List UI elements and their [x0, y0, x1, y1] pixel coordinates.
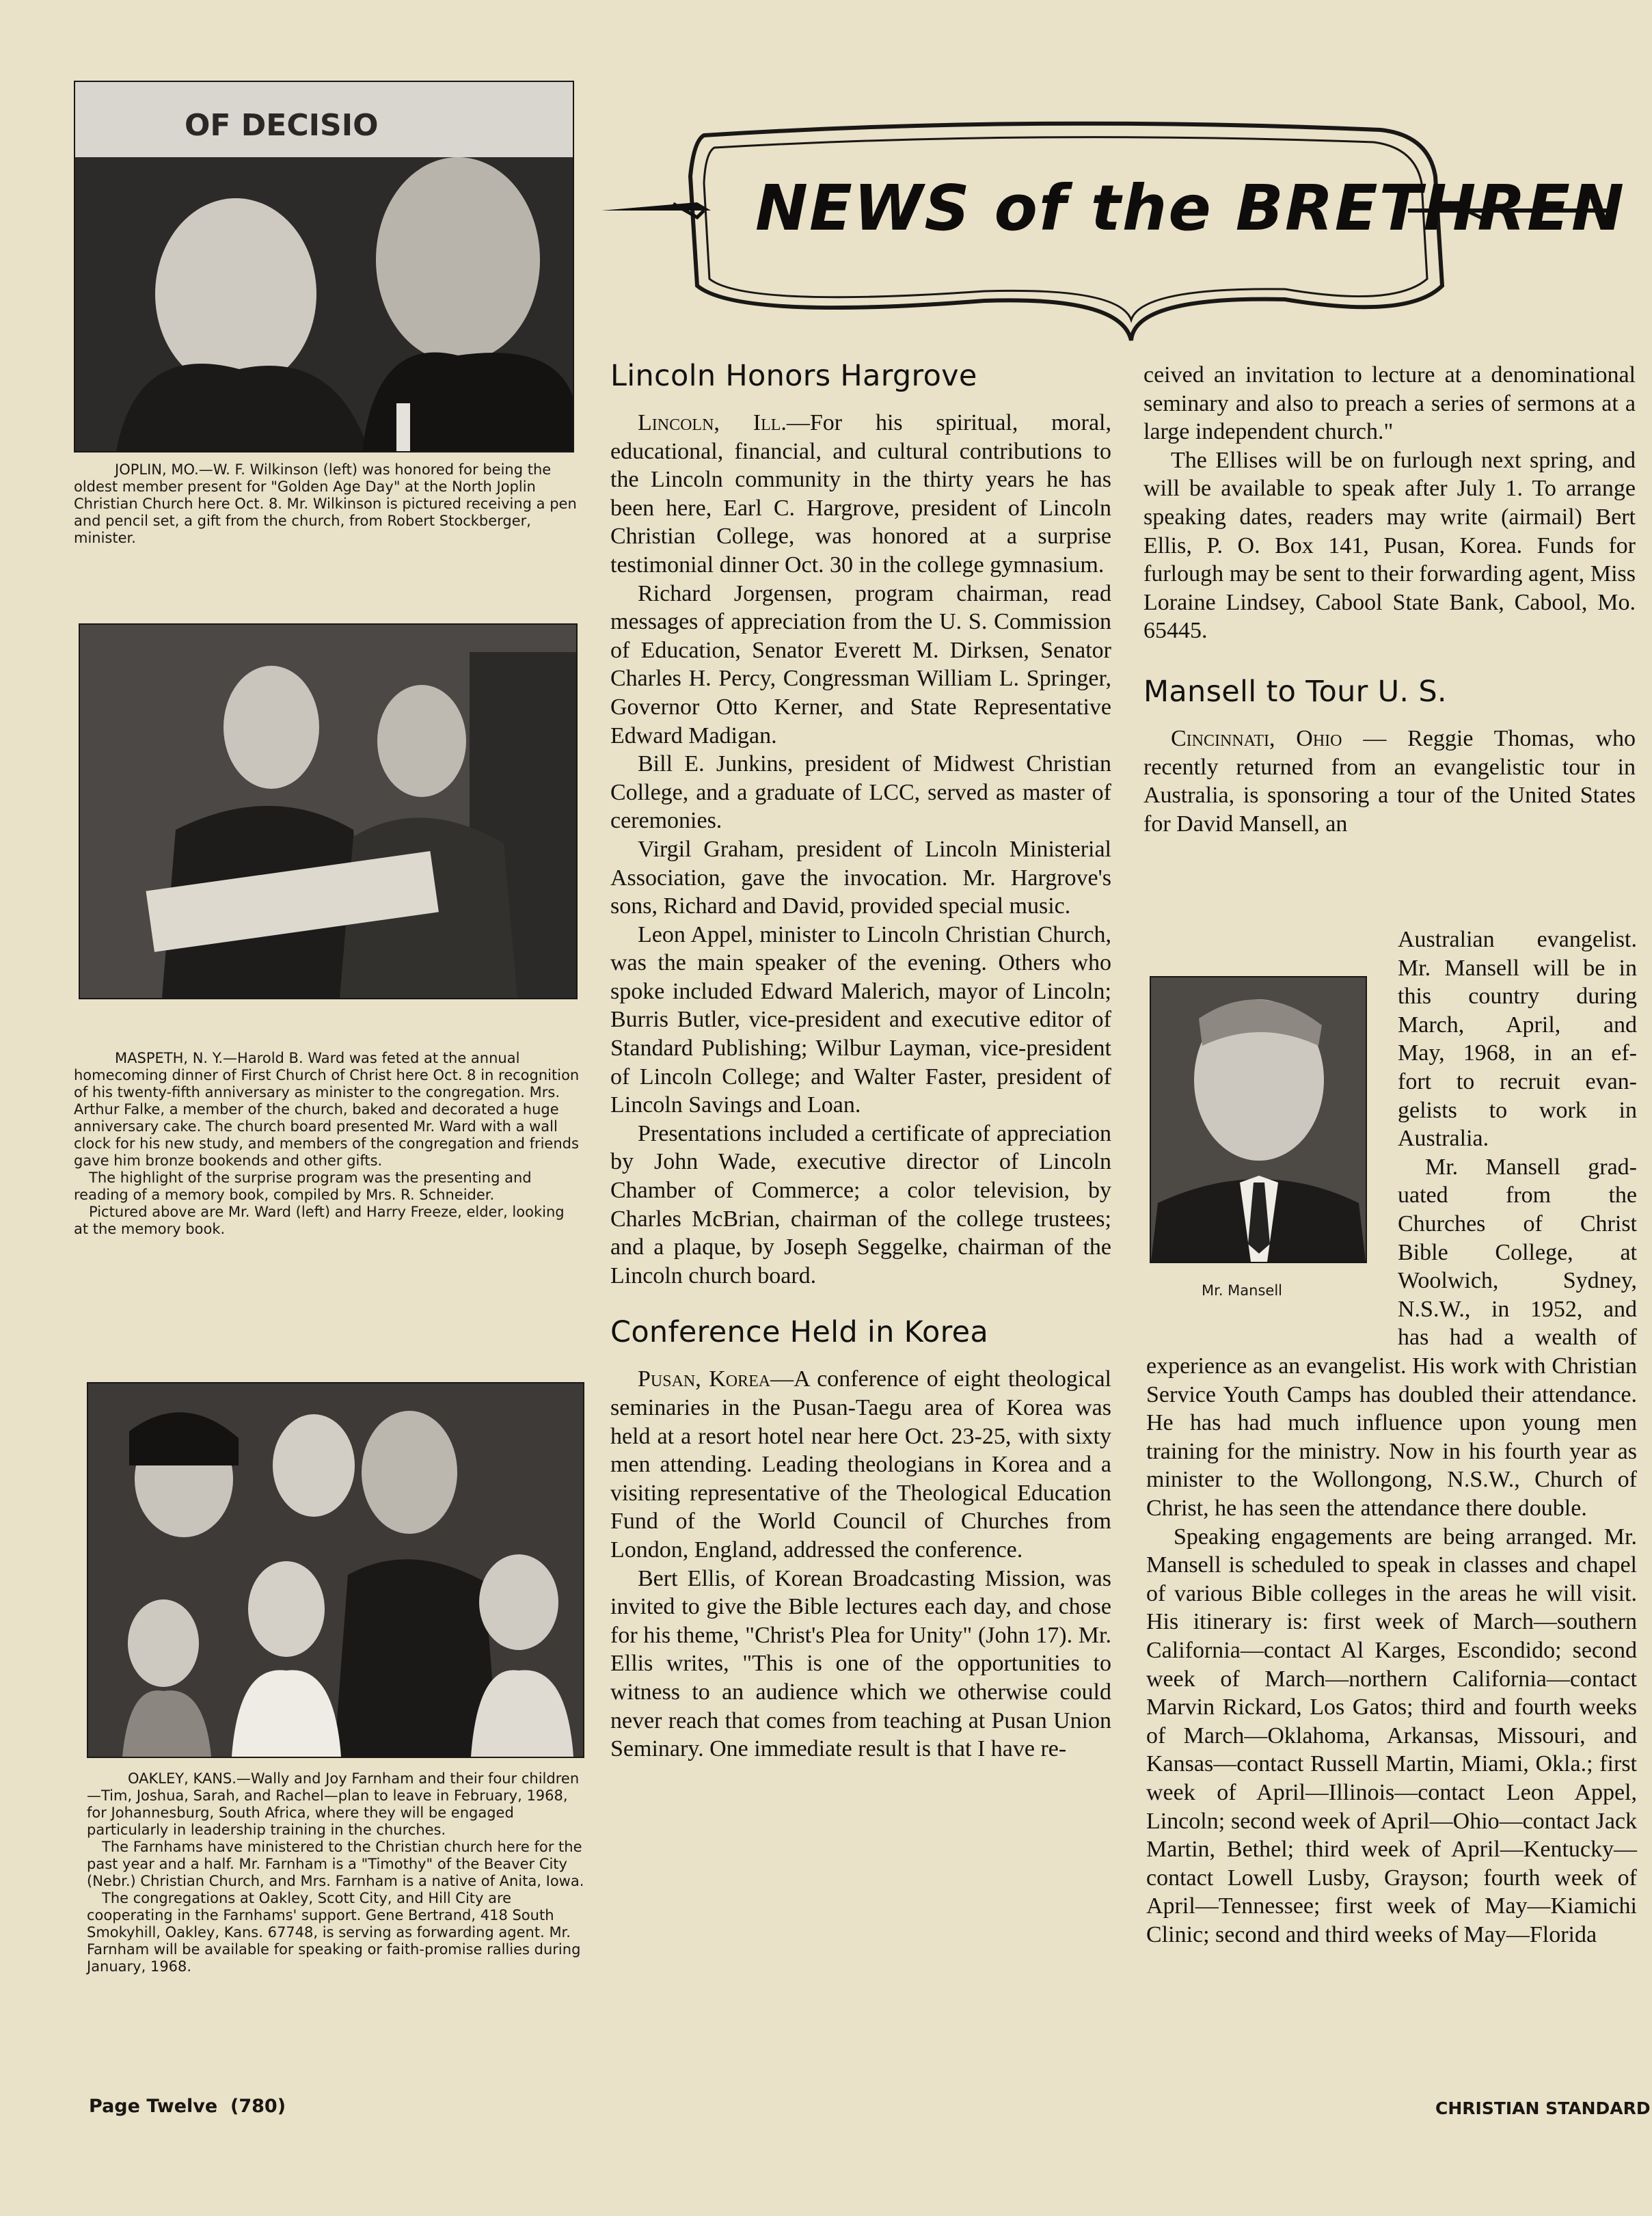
publication-name: CHRISTIAN STANDARD — [1435, 2098, 1651, 2118]
lincoln-para-5: Presentations included a certificate of appreciation by John Wade, executive director of Lincoln Chamber of Commerce; a color television, by Charles McBrian, chairman of the college trustees; and a plaque, by Joseph Seggelke, chairman of the Lincoln church board. — [610, 1120, 1111, 1288]
photo-oakley — [87, 1382, 584, 1758]
column-right-bottom — [1146, 1352, 1637, 1949]
photo-mansell — [1150, 976, 1367, 1263]
mansell-intro: Cincinnati, Ohio — Reggie Thomas, who recently returned from an evangelistic tour in Australia, is sponsoring a tour of the United States for David Mansell, an — [1143, 725, 1636, 837]
photo-joplin — [74, 81, 574, 452]
column-right-wrap: Australian evangelist. Mr. Mansell will be in this country during March, April, and May, 1968, in an ef- fort to recruit evan- gelists to work in Australia. Mr. Mansell grad- uated from the Churches of Christ Bible College, at Woolwich, Sydney, N.S.W., in 1952, and has had a wealth of — [1398, 927, 1637, 1351]
caption-oakley: OAKLEY, KANS.—Wally and Joy Farnham and their four children—Tim, Joshua, Sarah, and Rachel—plan to leave in February, 1968, for Johannesburg, South Africa, where they will be engaged particularly in leadership training in the churches. The Farnhams have ministered to the Christian church here for the past year and a half. Mr. Farnham is a "Timothy" of the Beaver City (Nebr.) Christian Church, and Mrs. Farnham is a native of Anita, Iowa. The congregations at Oakley, Scott City, and Hill City are cooperating in the Farnhams' support. Gene Bertrand, 418 South Smokyhill, Oakley, Kans. 67748, is serving as forwarding agent. Mr. Farnham will be available for speaking or faith-promise rallies during January, 1968. — [87, 1770, 584, 1975]
caption-mansell: Mr. Mansell — [1202, 1282, 1283, 1299]
mansell-photo-art — [1151, 977, 1366, 1262]
joplin-sign-text: OF DECISIO — [185, 108, 379, 143]
lincoln-para-1: Richard Jorgensen, program chairman, read messages of appreciation from the U. S. Commission of Education, Senator Everett M. Dirksen, Senator Charles H. Percy, Congressman William L. Springer, Governor Otto Kerner, and State Representative Edward Madigan. — [610, 580, 1111, 748]
banner-title: NEWS of the BRETHREN — [755, 172, 1626, 245]
headline-mansell: Mansell to Tour U. S. — [1143, 674, 1447, 709]
column-middle — [610, 357, 1111, 1764]
lincoln-para-3: Virgil Graham, president of Lincoln Ministerial Association, gave the invocation. Mr. Hargrove's sons, Richard and David, provided special music. — [610, 836, 1111, 919]
maspeth-photo-art — [80, 625, 576, 998]
lincoln-para-2: Bill E. Junkins, president of Midwest Christian College, and a graduate of LCC, served as master of ceremonies. — [610, 751, 1111, 834]
korea-para-0: Pusan, Korea—A conference of eight theological seminaries in the Pusan-Taegu area of Korea was held at a resort hotel near here Oct. 23-25, with sixty men attending. Leading theologians in Korea and a visiting representative of the Theological Education Fund of the World Council of Churches from London, England, addressed the conference. — [610, 1366, 1112, 1563]
headline-lincoln: Lincoln Honors Hargrove — [610, 359, 977, 393]
caption-joplin: JOPLIN, MO.—W. F. Wilkinson (left) was honored for being the oldest member present for "Golden Age Day" at the North Joplin Christian Church here Oct. 8. Mr. Wilkinson is pictured receiving a pen and pencil set, a gift from the church, from Robert Stockberger, minister. — [74, 461, 577, 546]
caption-maspeth: MASPETH, N. Y.—Harold B. Ward was feted at the annual homecoming dinner of First Church of Christ here Oct. 8 in recognition of his twenty-fifth anniversary as minister to the congregation. Mrs. Arthur Falke, a member of the church, baked and decorated a huge anniversary cake. The church board presented Mr. Ward with a wall clock for his new study, and members of the congregation and friends gave him bronze bookends and other gifts. The highlight of the surprise program was the presenting and reading of a memory book, compiled by Mrs. R. Schneider. Pictured above are Mr. Ward (left) and Harry Freeze, elder, looking at the memory book. — [74, 1050, 580, 1237]
page-number: Page Twelve (780) — [89, 2096, 286, 2117]
mansell-itinerary: Speaking engagements are being arranged. Mr. Mansell is scheduled to speak in classes and chapel of various Bible colleges in the areas he will visit. His itinerary is: first week of March—southern California—contact Al Karges, Escondido; second week of March—northern California—contact Marvin Rickard, Los Gatos; third and fourth weeks of March—Oklahoma, Arkansas, Missouri, and Kansas—contact Russell Martin, Miami, Okla.; first week of April—Illinois—contact Leon Appel, Lincoln; second week of April—Ohio—contact Jack Martin, Bethel; third week of April—Kentucky—contact Lowell Lusby, Grayson; fourth week of April—Tennessee; first week of May—Kiamichi Clinic; second and third weeks of May—Florida — [1146, 1524, 1637, 1947]
korea-continued-1: The Ellises will be on furlough next spring, and will be available to speak after July 1. To arrange speaking dates, readers may write (airmail) Bert Ellis, P. O. Box 141, Pusan, Korea. Funds for furlough may be sent to their forwarding agent, Miss Loraine Lindsey, Cabool State Bank, Cabool, Mo. 65445. — [1143, 447, 1636, 644]
mansell-after-wrap: experience as an evangelist. His work with Christian Service Youth Camps has doubled their attendance. He has had much influence upon young men training for the ministry. Now in his fourth year as minister to the Wollongong, N.S.W., Church of Christ, he has seen the attendance there double. — [1146, 1353, 1637, 1521]
headline-korea: Conference Held in Korea — [610, 1315, 989, 1350]
photo-maspeth — [79, 623, 578, 999]
column-right-top — [1143, 361, 1636, 838]
korea-para-1: Bert Ellis, of Korean Broadcasting Mission, was invited to give the Bible lectures each day, and chose for his theme, "Christ's Plea for Unity" (John 17). Mr. Ellis writes, "This is one of the opportunities to witness to an audience which we otherwise could never reach that comes from teaching at Pusan Union Seminary. One immediate result is that I have re- — [610, 1565, 1111, 1762]
lincoln-para-0: Lincoln, Ill.—For his spiritual, moral, educational, financial, and cultural contributions to the Lincoln community in the thirty years he has been here, Earl C. Hargrove, president of Lincoln Christian College, was honored at a surprise testimonial dinner Oct. 30 in the college gymnasium. — [610, 410, 1111, 578]
oakley-photo-art — [88, 1383, 583, 1757]
lincoln-para-4: Leon Appel, minister to Lincoln Christian Church, was the main speaker of the evening. Others who spoke included Edward Malerich, mayor of Lincoln; Burris Butler, vice-president and executive editor of Standard Publishing; Wilbur Layman, vice-president of Lincoln College; and Walter Faster, president of Lincoln Savings and Loan. — [610, 921, 1111, 1118]
joplin-photo-art — [75, 82, 573, 451]
korea-continued-0: ceived an invitation to lecture at a denominational seminary and also to preach a series of sermons at a large independent church." — [1143, 362, 1636, 445]
